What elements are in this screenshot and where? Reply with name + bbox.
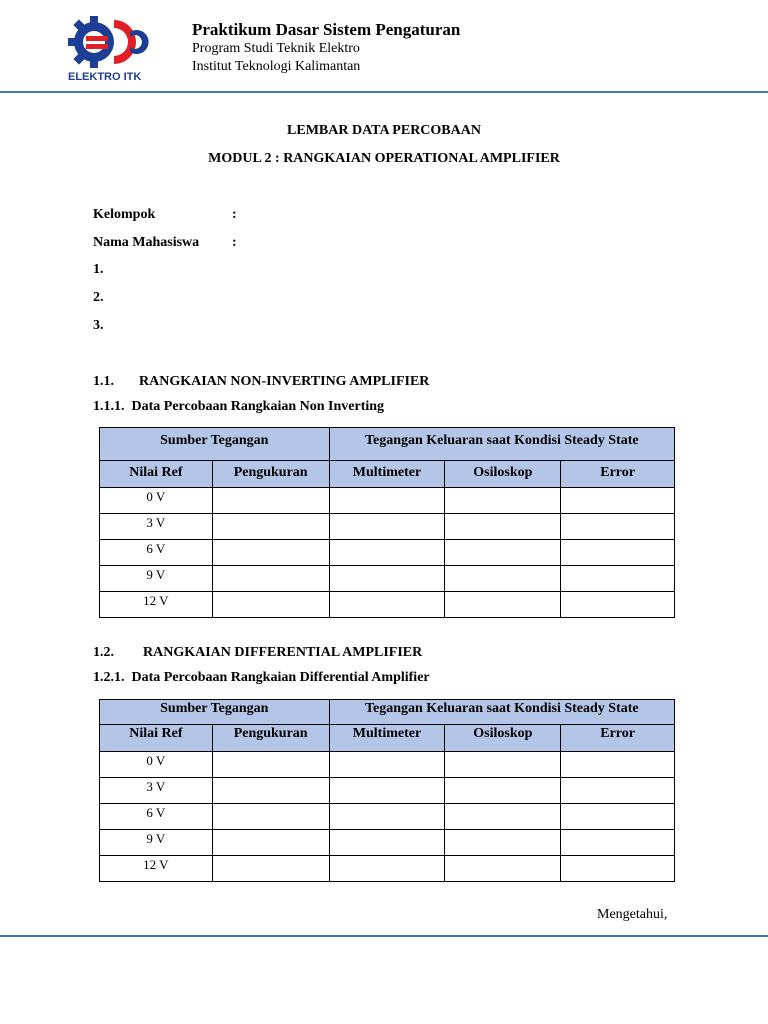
kelompok-label: Kelompok <box>93 207 156 222</box>
empty-cell[interactable] <box>445 540 561 566</box>
empty-cell[interactable] <box>329 856 445 882</box>
empty-cell[interactable] <box>561 778 675 804</box>
mengetahui-text: Mengetahui, <box>597 907 668 922</box>
empty-cell[interactable] <box>561 514 675 540</box>
header-institution: Institut Teknologi Kalimantan <box>192 59 361 74</box>
empty-cell[interactable] <box>329 804 445 830</box>
nama-mahasiswa-label: Nama Mahasiswa <box>93 235 200 250</box>
nilai-ref-cell: 3 V <box>100 778 213 804</box>
nilai-ref-cell: 9 V <box>100 830 213 856</box>
empty-cell[interactable] <box>561 488 675 514</box>
empty-cell[interactable] <box>561 804 675 830</box>
empty-cell[interactable] <box>212 830 329 856</box>
section2-number: 1.2. <box>93 645 114 660</box>
column-header: Multimeter <box>329 461 445 488</box>
kelompok-colon: : <box>232 207 237 222</box>
empty-cell[interactable] <box>329 540 445 566</box>
column-header: Nilai Ref <box>100 725 213 752</box>
empty-cell[interactable] <box>445 514 561 540</box>
document-title: LEMBAR DATA PERCOBAAN <box>287 123 481 138</box>
table-row <box>100 592 675 618</box>
empty-cell[interactable] <box>329 778 445 804</box>
column-header: Multimeter <box>329 725 445 752</box>
nilai-ref-cell: 12 V <box>100 592 213 618</box>
empty-cell[interactable] <box>561 566 675 592</box>
section2-heading: RANGKAIAN DIFFERENTIAL AMPLIFIER <box>143 645 423 660</box>
empty-cell[interactable] <box>212 778 329 804</box>
empty-cell[interactable] <box>212 540 329 566</box>
column-header: Nilai Ref <box>100 461 213 488</box>
empty-cell[interactable] <box>561 830 675 856</box>
empty-cell[interactable] <box>212 488 329 514</box>
empty-cell[interactable] <box>445 856 561 882</box>
empty-cell[interactable] <box>445 804 561 830</box>
header-sumber-tegangan: Sumber Tegangan <box>100 428 330 461</box>
empty-cell[interactable] <box>561 592 675 618</box>
empty-cell[interactable] <box>212 592 329 618</box>
column-header: Osiloskop <box>445 725 561 752</box>
nilai-ref-cell: 3 V <box>100 514 213 540</box>
empty-cell[interactable] <box>212 566 329 592</box>
section1-number: 1.1. <box>93 374 114 389</box>
nama-colon: : <box>232 235 237 250</box>
data-table-non-inverting <box>99 427 675 618</box>
column-header: Osiloskop <box>445 461 561 488</box>
empty-cell[interactable] <box>561 856 675 882</box>
empty-cell[interactable] <box>212 514 329 540</box>
empty-cell[interactable] <box>329 830 445 856</box>
nilai-ref-cell: 0 V <box>100 752 213 778</box>
empty-cell[interactable] <box>212 752 329 778</box>
table-row <box>100 778 675 804</box>
footer-divider <box>0 935 768 937</box>
nilai-ref-cell: 6 V <box>100 804 213 830</box>
nilai-ref-cell: 0 V <box>100 488 213 514</box>
empty-cell[interactable] <box>329 514 445 540</box>
table-row <box>100 540 675 566</box>
header-tegangan-keluaran: Tegangan Keluaran saat Kondisi Steady State <box>329 428 674 461</box>
member-item-1: 1. <box>93 262 104 277</box>
empty-cell[interactable] <box>445 488 561 514</box>
empty-cell[interactable] <box>329 488 445 514</box>
column-header: Pengukuran <box>212 461 329 488</box>
empty-cell[interactable] <box>445 566 561 592</box>
column-header: Pengukuran <box>212 725 329 752</box>
empty-cell[interactable] <box>445 778 561 804</box>
table-row <box>100 514 675 540</box>
table-row <box>100 566 675 592</box>
table-row <box>100 804 675 830</box>
column-header: Error <box>561 725 675 752</box>
document-subtitle: MODUL 2 : RANGKAIAN OPERATIONAL AMPLIFIER <box>208 151 560 166</box>
member-item-3: 3. <box>93 318 104 333</box>
empty-cell[interactable] <box>445 752 561 778</box>
section1-heading: RANGKAIAN NON-INVERTING AMPLIFIER <box>139 374 430 389</box>
header-tegangan-keluaran: Tegangan Keluaran saat Kondisi Steady State <box>329 700 674 725</box>
column-header: Error <box>561 461 675 488</box>
empty-cell[interactable] <box>445 830 561 856</box>
table-row <box>100 488 675 514</box>
elektro-itk-logo <box>64 10 164 86</box>
nilai-ref-cell: 6 V <box>100 540 213 566</box>
header-title: Praktikum Dasar Sistem Pengaturan <box>192 20 461 39</box>
empty-cell[interactable] <box>561 752 675 778</box>
empty-cell[interactable] <box>212 804 329 830</box>
empty-cell[interactable] <box>561 540 675 566</box>
empty-cell[interactable] <box>212 856 329 882</box>
table-row <box>100 752 675 778</box>
header-sumber-tegangan: Sumber Tegangan <box>100 700 330 725</box>
nilai-ref-cell: 9 V <box>100 566 213 592</box>
member-item-2: 2. <box>93 290 104 305</box>
table-row <box>100 856 675 882</box>
empty-cell[interactable] <box>445 592 561 618</box>
header-program: Program Studi Teknik Elektro <box>192 41 360 56</box>
section2-subheading: 1.2.1. Data Percobaan Rangkaian Differential Amplifier <box>93 670 430 685</box>
table-row <box>100 830 675 856</box>
nilai-ref-cell: 12 V <box>100 856 213 882</box>
logo-text: ELEKTRO ITK <box>68 71 142 83</box>
empty-cell[interactable] <box>329 592 445 618</box>
header-divider <box>0 91 768 93</box>
data-table-differential <box>99 699 675 882</box>
empty-cell[interactable] <box>329 566 445 592</box>
empty-cell[interactable] <box>329 752 445 778</box>
section1-subheading: 1.1.1. Data Percobaan Rangkaian Non Inverting <box>93 399 385 414</box>
